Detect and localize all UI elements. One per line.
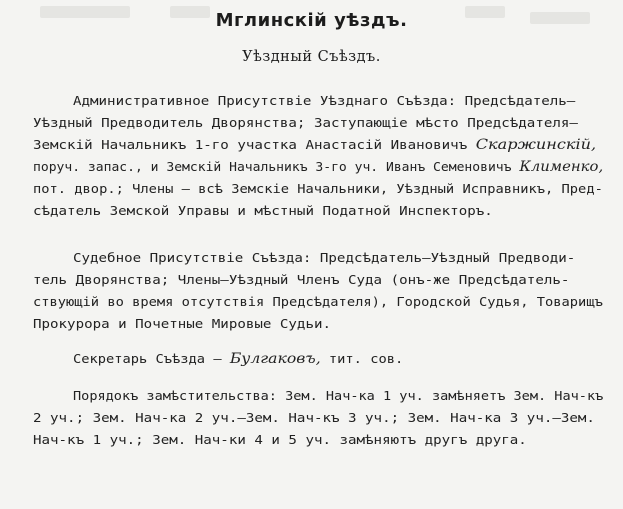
- page-title: Мглинскій уѣздъ.: [215, 10, 408, 31]
- text-run: пот. двор.; Члены — всѣ Земскіе Начальники, Уѣздный Исправникъ, Пред-: [33, 182, 603, 196]
- text-line: [73, 348, 403, 370]
- text-run: сѣдатель Земской Управы и мѣстный Податной Инспекторъ.: [33, 204, 493, 218]
- text-run: Уѣздный Предводитель Дворянства; Заступающіе мѣсто Предсѣдателя—: [33, 116, 578, 130]
- text-line: [33, 407, 595, 429]
- text-run: Административное Присутствіе Уѣзднаго Съѣзда: Предсѣдатель—: [73, 94, 576, 108]
- text-line: [33, 156, 603, 178]
- italic-name: Клименко,: [519, 159, 604, 175]
- text-run: Нач-къ 1 уч.; Зем. Нач-ки 4 и 5 уч. замѣняютъ другъ друга.: [33, 433, 527, 447]
- text-line: [33, 291, 603, 313]
- text-run: Земскій Начальникъ 1-го участка Анастасій Ивановичъ: [33, 138, 476, 152]
- text-run: поруч. запас., и Земскій Начальникъ 3-го уч. Иванъ Семеновичъ: [33, 160, 520, 174]
- text-line: [33, 178, 603, 200]
- text-line: [33, 429, 527, 451]
- section-subtitle: Уѣздный Съѣздъ.: [242, 49, 381, 65]
- text-line: [73, 385, 603, 407]
- text-line: [33, 269, 569, 291]
- text-run: ствующій во время отсутствія Предсѣдателя), Городской Судья, Товарищъ: [33, 295, 603, 309]
- italic-name: Скаржинскій,: [475, 137, 597, 153]
- text-line: [73, 90, 575, 112]
- text-line: [33, 134, 596, 156]
- text-run: тель Дворянства; Члены—Уѣздный Членъ Суда (онъ-же Предсѣдатель-: [33, 273, 570, 287]
- text-line: [73, 247, 575, 269]
- text-line: [33, 313, 331, 335]
- text-line: [33, 200, 493, 222]
- text-run: Порядокъ замѣстительства: Зем. Нач-ка 1 уч. замѣняетъ Зем. Нач-къ: [73, 389, 604, 403]
- text-run: Судебное Присутствіе Съѣзда: Предсѣдатель—Уѣздный Предводи-: [73, 251, 576, 265]
- text-line: [33, 112, 578, 134]
- text-run: 2 уч.; Зем. Нач-ка 2 уч.—Зем. Нач-къ 3 уч.; Зем. Нач-ка 3 уч.—Зем.: [33, 411, 595, 425]
- italic-name: Булгаковъ,: [229, 351, 321, 367]
- text-run: Прокурора и Почетные Мировые Судьи.: [33, 317, 331, 331]
- text-run: Секретарь Съѣзда —: [73, 352, 230, 366]
- text-run: тит. сов.: [320, 352, 404, 366]
